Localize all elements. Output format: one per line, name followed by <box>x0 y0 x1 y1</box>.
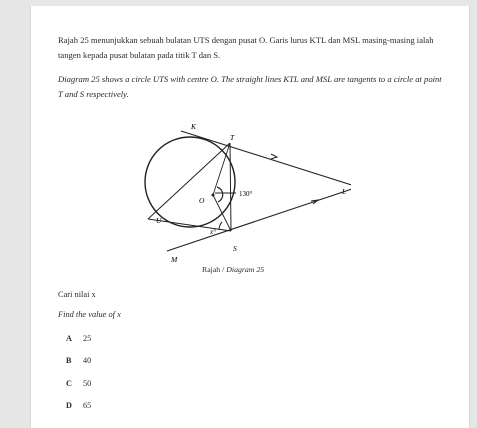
diagram-caption <box>202 265 264 274</box>
option-d-letter: D <box>66 401 72 410</box>
label-s: S <box>233 244 237 253</box>
tangent-line-ktl <box>181 131 351 187</box>
label-k: K <box>191 122 197 131</box>
chord-ts <box>230 143 231 231</box>
label-o: O <box>199 196 205 205</box>
centre-point-o <box>212 194 215 197</box>
question-stem-malay: Rajah 25 menunjukkan sebuah bulatan UTS dengan pusat O. Garis lurus KTL dan MSL masing-masing ialah tangen kepada pusat bulatan pada titik T dan S. <box>58 35 434 60</box>
prompt-english: Find the value of x <box>58 310 121 319</box>
option-c[interactable] <box>66 379 91 388</box>
option-a-value: 25 <box>83 334 92 343</box>
angle-130-arc <box>217 187 223 202</box>
question-page <box>30 6 470 428</box>
caption-english: Diagram 25 <box>226 265 265 274</box>
angle-130-label: 130° <box>239 190 253 198</box>
option-b-value: 40 <box>83 356 92 365</box>
option-c-value: 50 <box>83 379 92 388</box>
radius-os <box>213 195 231 231</box>
option-d[interactable] <box>66 401 91 410</box>
option-b-letter: B <box>66 356 72 365</box>
label-l: L <box>342 187 347 196</box>
option-c-letter: C <box>66 379 72 388</box>
label-m: M <box>171 255 178 264</box>
question-stem-english: Diagram 25 shows a circle UTS with centre O. The straight lines KTL and MSL are tangents to a circle at point T and S respectively. <box>58 74 442 99</box>
circle-tangent-diagram <box>111 121 351 301</box>
label-t: T <box>230 133 235 142</box>
angle-x-label: x° <box>210 228 216 236</box>
tangent-line-msl <box>167 187 351 251</box>
option-a[interactable] <box>66 334 91 343</box>
arrow-mark-tl <box>271 154 277 159</box>
label-u: U <box>156 216 162 225</box>
option-a-letter: A <box>66 334 72 343</box>
angle-x-arc <box>219 222 222 230</box>
option-d-value: 65 <box>83 401 92 410</box>
prompt-malay: Cari nilai x <box>58 290 96 299</box>
caption-malay: Rajah / <box>202 265 227 274</box>
option-b[interactable] <box>66 356 91 365</box>
